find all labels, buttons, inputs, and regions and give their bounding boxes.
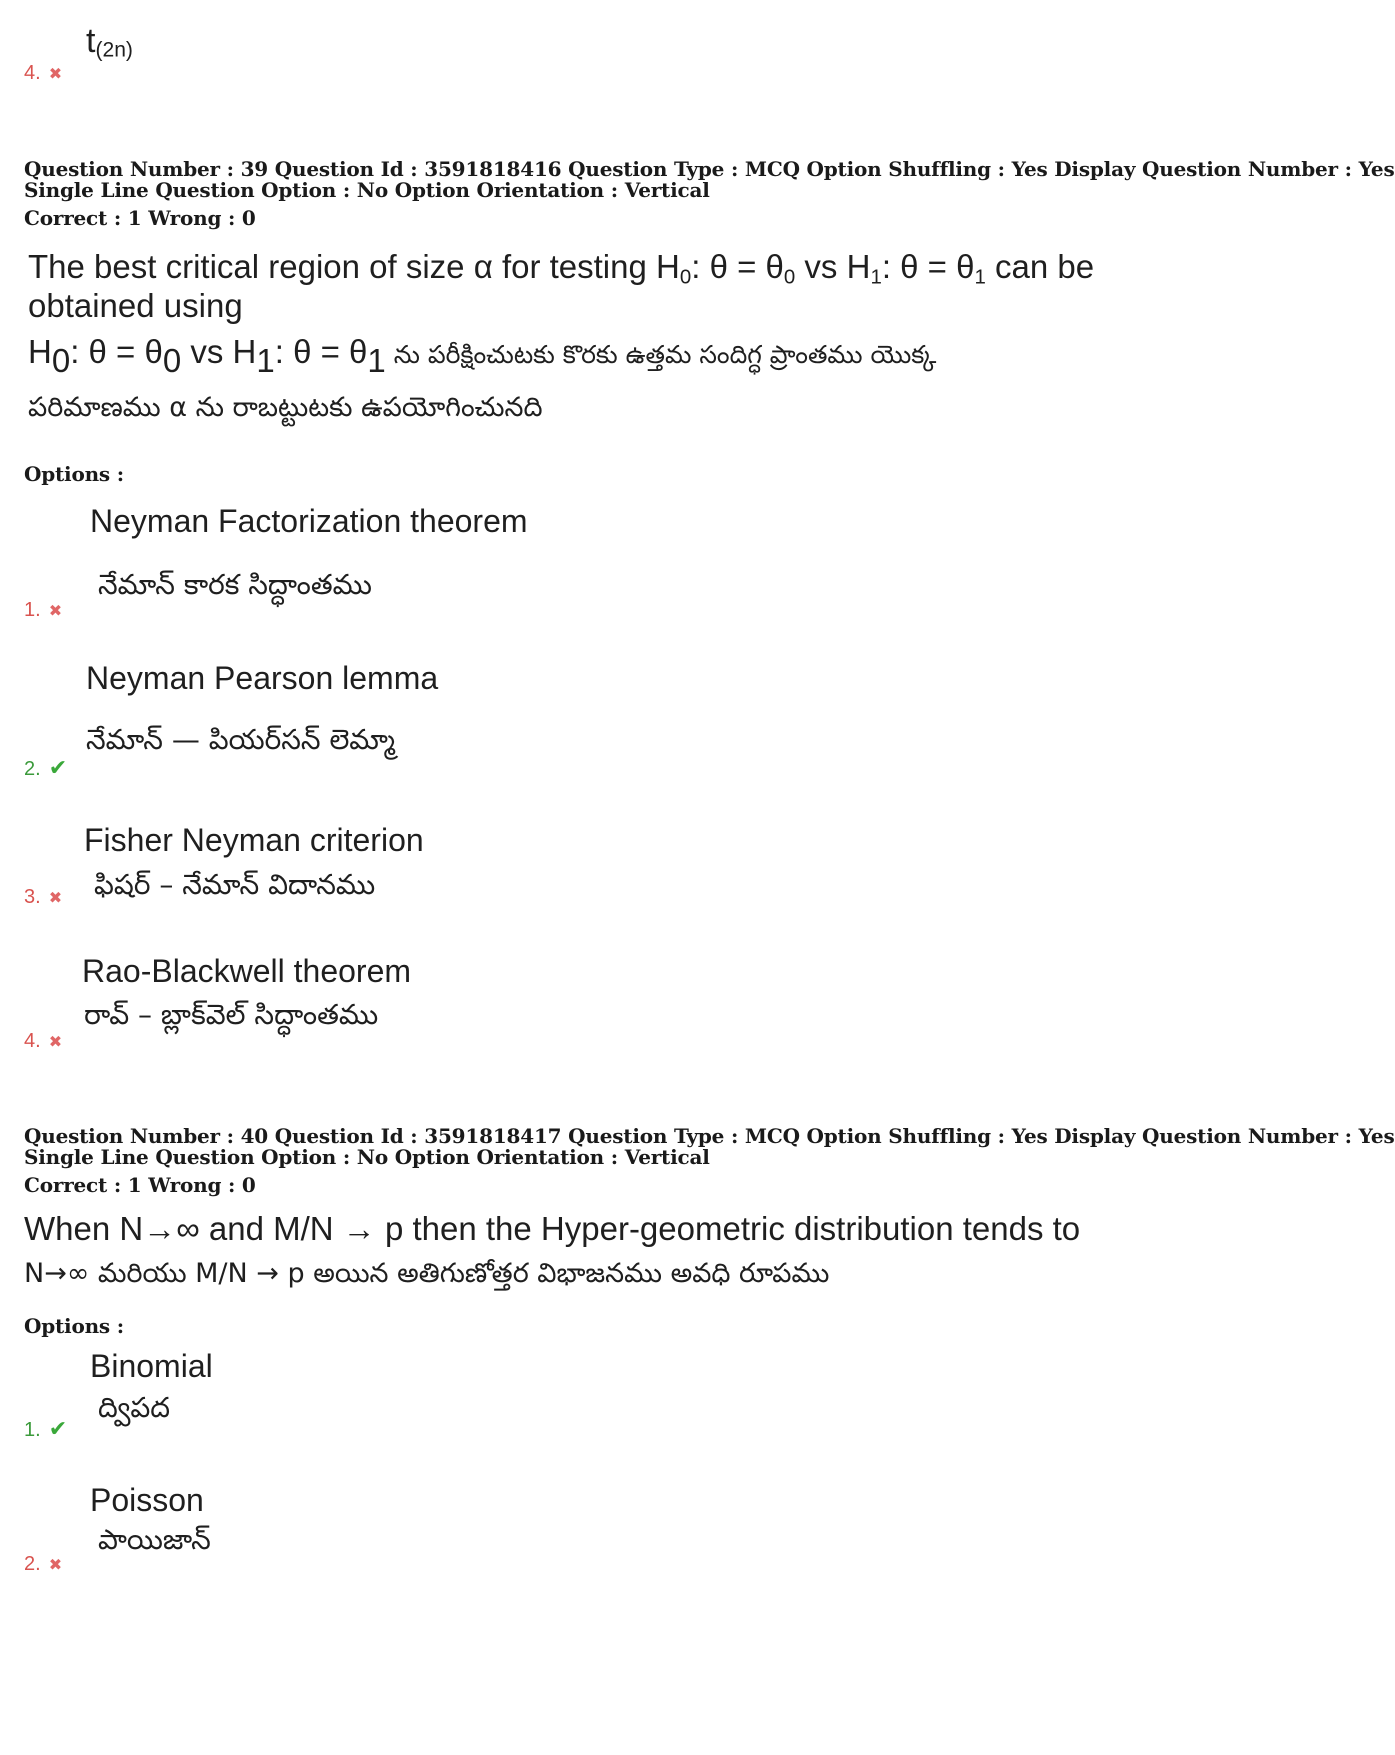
q39-option4-en: Rao-Blackwell theorem [82,953,412,989]
option-index: 2. [24,1553,41,1575]
q39-question-te-line2: పరిమాణము α ను రాబట్టుటకు ఉపయోగించునది [28,392,543,423]
q40-option2-te: పాయిజాన్ [98,1523,211,1556]
q39-te-part: : θ = θ [274,333,368,370]
q39-meta-line1: Question Number : 39 Question Id : 3591818416 Question Type : MCQ Option Shuffling : Yes Display Question Number : Yes [24,157,1395,181]
q39-te-part: : θ = θ [70,333,163,370]
q40-option1-te: ద్విపద [98,1391,171,1424]
q39-meta-line3: Correct : 1 Wrong : 0 [24,206,256,230]
q39-question-te [28,332,936,381]
q40-meta-line3: Correct : 1 Wrong : 0 [24,1173,256,1197]
q39-en-sub: 1 [870,265,882,289]
wrong-mark-icon: ✖ [48,890,63,907]
prev-option-index: 4. [24,62,41,84]
q39-te-part: H [28,333,52,370]
q40-question-te: N→∞ మరియు M/N → p అయిన అతిగుణోత్తర విభాజనము అవధి రూపము [24,1258,830,1289]
q39-te-sub: 1 [367,342,386,380]
q39-en-part: can be [985,248,1095,285]
wrong-mark-icon: ✖ [48,603,63,620]
q39-meta-line2: Single Line Question Option : No Option Orientation : Vertical [24,178,710,202]
q39-option2-te: నేమాన్ — పియర్‌సన్ లెమ్మా [86,723,396,756]
option-index: 3. [24,886,41,908]
q39-te-part: ను పరీక్షించుటకు కొరకు ఉత్తమ సందిగ్ధ ప్రాంతము యొక్క [385,340,937,369]
q40-question-en: When N→∞ and M/N → p then the Hyper-geometric distribution tends to [24,1210,1081,1247]
q39-option1-number [24,599,62,623]
q39-te-sub: 1 [256,342,275,380]
q39-en-sub: 0 [679,265,692,289]
q39-question-en [28,247,1094,287]
q40-meta-line2: Single Line Question Option : No Option Orientation : Vertical [24,1145,710,1169]
q39-en-sub: 0 [783,265,796,289]
q39-en-part: : θ = θ [691,248,784,285]
check-mark-icon: ✔ [48,755,68,780]
q39-option4-te: రావ్ – బ్లాక్‌వెల్ సిద్ధాంతము [84,998,379,1031]
q39-te-part: vs H [181,333,257,370]
option-index: 1. [24,599,41,621]
wrong-mark-icon: ✖ [48,66,63,83]
option-index: 4. [24,1030,41,1052]
q40-option1-number [24,1418,67,1441]
q39-en-part: The best critical region of size α for testing H [28,248,680,285]
q39-en-part: vs H [795,248,871,285]
q39-options-label: Options : [24,462,124,486]
q39-option1-te: నేమాన్ కారక సిద్ధాంతము [98,568,372,601]
q40-option2-number [24,1553,62,1577]
q39-te-sub: 0 [162,342,182,380]
q40-option2-en: Poisson [90,1482,204,1518]
q40-meta-line1: Question Number : 40 Question Id : 3591818417 Question Type : MCQ Option Shuffling : Yes Display Question Number : Yes [24,1124,1395,1148]
option-index: 2. [24,758,41,780]
q39-option3-en: Fisher Neyman criterion [84,822,424,858]
prev-option-text [86,22,133,61]
q39-en-part: : θ = θ [881,248,975,285]
q39-option2-number [24,757,67,780]
q39-option4-number [24,1030,62,1054]
q39-option2-en: Neyman Pearson lemma [86,660,439,696]
q40-options-label: Options : [24,1314,124,1338]
prev-option-main: t [86,22,96,60]
prev-option-number [24,62,62,86]
q40-option1-en: Binomial [90,1348,213,1384]
q39-te-sub: 0 [51,342,71,380]
prev-option-sub: (2n) [95,38,133,62]
option-index: 1. [24,1419,41,1441]
q39-question-en-line2: obtained using [28,287,243,324]
check-mark-icon: ✔ [48,1416,68,1441]
q39-option1-en: Neyman Factorization theorem [90,503,528,539]
q39-option3-te: ఫిషర్ – నేమాన్ విదానము [94,868,376,901]
wrong-mark-icon: ✖ [48,1034,63,1051]
wrong-mark-icon: ✖ [48,1557,63,1574]
q39-option3-number [24,886,62,910]
q39-en-sub: 1 [974,265,986,289]
